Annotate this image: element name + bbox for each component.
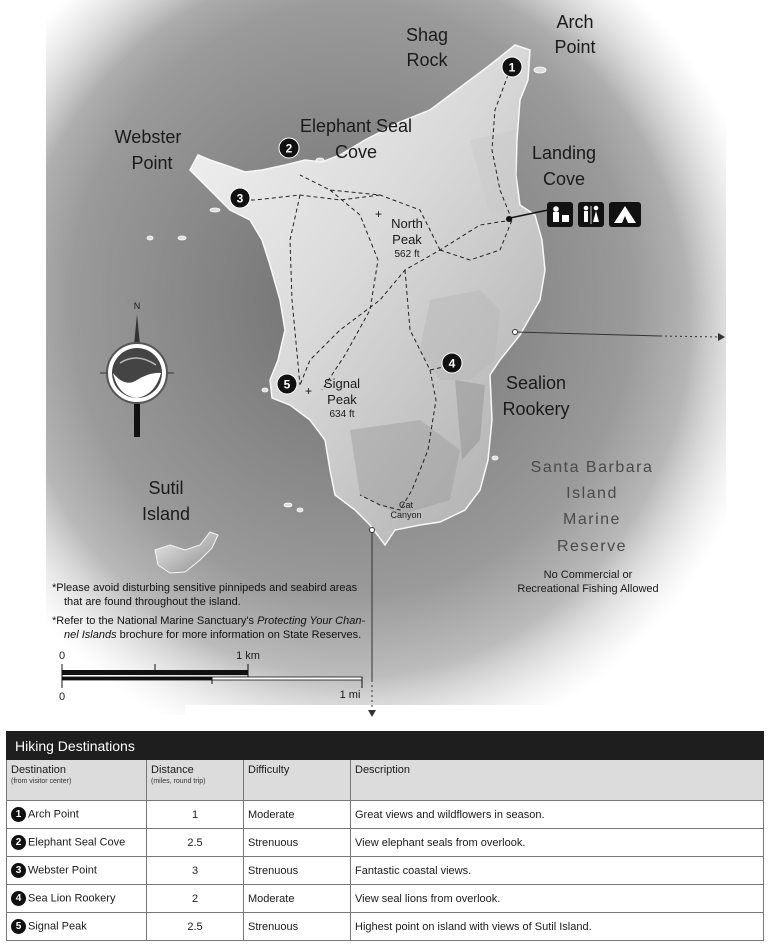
cell-distance: 2 [147, 885, 244, 913]
label-north-peak [391, 216, 423, 260]
svg-text:1 km: 1 km [236, 650, 260, 662]
svg-text:Landing: Landing [531, 143, 597, 163]
destination-name: Elephant Seal Cove [28, 836, 126, 849]
table-row [7, 801, 764, 829]
cell-description: Highest point on island with views of Sutil Island. [351, 913, 764, 941]
cell-difficulty: Moderate [244, 801, 351, 829]
cell-description: Fantastic coastal views. [351, 857, 764, 885]
marker-1 [502, 57, 522, 77]
table-title: Hiking Destinations [7, 732, 764, 760]
svg-text:Rock: Rock [406, 50, 448, 70]
svg-text:Peak: Peak [327, 392, 357, 407]
svg-text:562 ft: 562 ft [394, 249, 420, 260]
svg-text:Santa Barbara: Santa Barbara [530, 459, 654, 476]
svg-text:1: 1 [508, 60, 516, 75]
svg-text:Canyon: Canyon [390, 510, 422, 520]
header-difficulty: Difficulty [244, 760, 351, 801]
cell-distance: 1 [147, 801, 244, 829]
svg-text:Shag: Shag [405, 25, 449, 45]
svg-text:*Please avoid disturbing sensi: *Please avoid disturbing sensitive pinnipeds and seabird areas [52, 582, 358, 594]
destination-name: Sea Lion Rookery [28, 892, 116, 905]
table-row [7, 885, 764, 913]
svg-text:Rookery: Rookery [502, 399, 570, 419]
svg-text:3: 3 [236, 191, 244, 206]
marker-2 [279, 138, 299, 158]
cell-destination [7, 801, 147, 829]
restroom-icon [578, 202, 604, 227]
header-destination: Destination (from visitor center) [7, 760, 147, 801]
destination-number-badge: 4 [11, 891, 26, 906]
svg-text:1 mi: 1 mi [339, 689, 361, 701]
destination-name: Webster Point [28, 864, 97, 877]
cell-difficulty: Moderate [244, 885, 351, 913]
header-description: Description [351, 760, 764, 801]
svg-text:nel Islands brochure for more: nel Islands brochure for more information on State Reserves. [64, 629, 362, 641]
svg-text:Point: Point [554, 37, 596, 57]
destination-name: Arch Point [28, 808, 79, 821]
svg-text:Cove: Cove [334, 142, 378, 162]
cell-destination [7, 885, 147, 913]
svg-text:4: 4 [448, 356, 456, 371]
ranger-icon [547, 202, 573, 227]
svg-text:0: 0 [58, 650, 66, 662]
destination-number-badge: 5 [11, 919, 26, 934]
destination-number-badge: 2 [11, 835, 26, 850]
header-distance: Distance (miles, round trip) [147, 760, 244, 801]
cell-distance: 3 [147, 857, 244, 885]
svg-text:Cat: Cat [398, 500, 414, 510]
svg-text:North: North [391, 216, 423, 231]
svg-text:2: 2 [285, 141, 293, 156]
hiking-destinations-table [6, 731, 764, 941]
svg-text:Sealion: Sealion [505, 373, 567, 393]
svg-text:Peak: Peak [392, 232, 422, 247]
svg-text:0: 0 [58, 691, 66, 703]
cell-distance: 2.5 [147, 913, 244, 941]
svg-text:Signal: Signal [323, 376, 361, 391]
marker-5 [277, 374, 297, 394]
cell-difficulty: Strenuous [244, 829, 351, 857]
svg-text:5: 5 [283, 377, 291, 392]
cell-description: View seal lions from overlook. [351, 885, 764, 913]
campground-icon [609, 202, 641, 227]
svg-text:Recreational Fishing Allowed: Recreational Fishing Allowed [517, 583, 659, 595]
table-header-row [7, 760, 764, 801]
svg-text:Island: Island [566, 485, 618, 502]
cell-destination [7, 913, 147, 941]
north-peak-marker: + [375, 207, 383, 221]
svg-text:Point: Point [131, 153, 173, 173]
svg-text:N: N [133, 301, 141, 311]
table-row [7, 829, 764, 857]
cell-distance: 2.5 [147, 829, 244, 857]
svg-text:Reserve: Reserve [556, 538, 628, 555]
cell-difficulty: Strenuous [244, 857, 351, 885]
table-row [7, 913, 764, 941]
svg-text:Webster: Webster [114, 127, 182, 147]
svg-text:634 ft: 634 ft [329, 409, 355, 420]
cell-destination [7, 857, 147, 885]
cell-description: View elephant seals from overlook. [351, 829, 764, 857]
cell-difficulty: Strenuous [244, 913, 351, 941]
cell-destination [7, 829, 147, 857]
svg-text:Sutil: Sutil [148, 478, 184, 498]
svg-text:No Commercial or: No Commercial or [543, 569, 633, 581]
svg-text:*Refer to the National Marine: *Refer to the National Marine Sanctuary's Protecting Your Chan- [52, 615, 366, 627]
svg-text:that are found throughout the: that are found throughout the island. [64, 596, 241, 608]
marker-4 [442, 353, 462, 373]
destination-name: Signal Peak [28, 920, 87, 933]
svg-text:Cove: Cove [542, 169, 586, 189]
signal-peak-marker: + [305, 384, 313, 398]
marker-3 [230, 188, 250, 208]
svg-text:Elephant Seal: Elephant Seal [299, 116, 413, 136]
svg-text:Arch: Arch [556, 12, 594, 32]
table-row [7, 857, 764, 885]
table-title-row [7, 732, 764, 760]
svg-text:Island: Island [141, 504, 191, 524]
destination-number-badge: 3 [11, 863, 26, 878]
cell-description: Great views and wildflowers in season. [351, 801, 764, 829]
destination-number-badge: 1 [11, 807, 26, 822]
svg-text:Marine: Marine [563, 511, 621, 528]
